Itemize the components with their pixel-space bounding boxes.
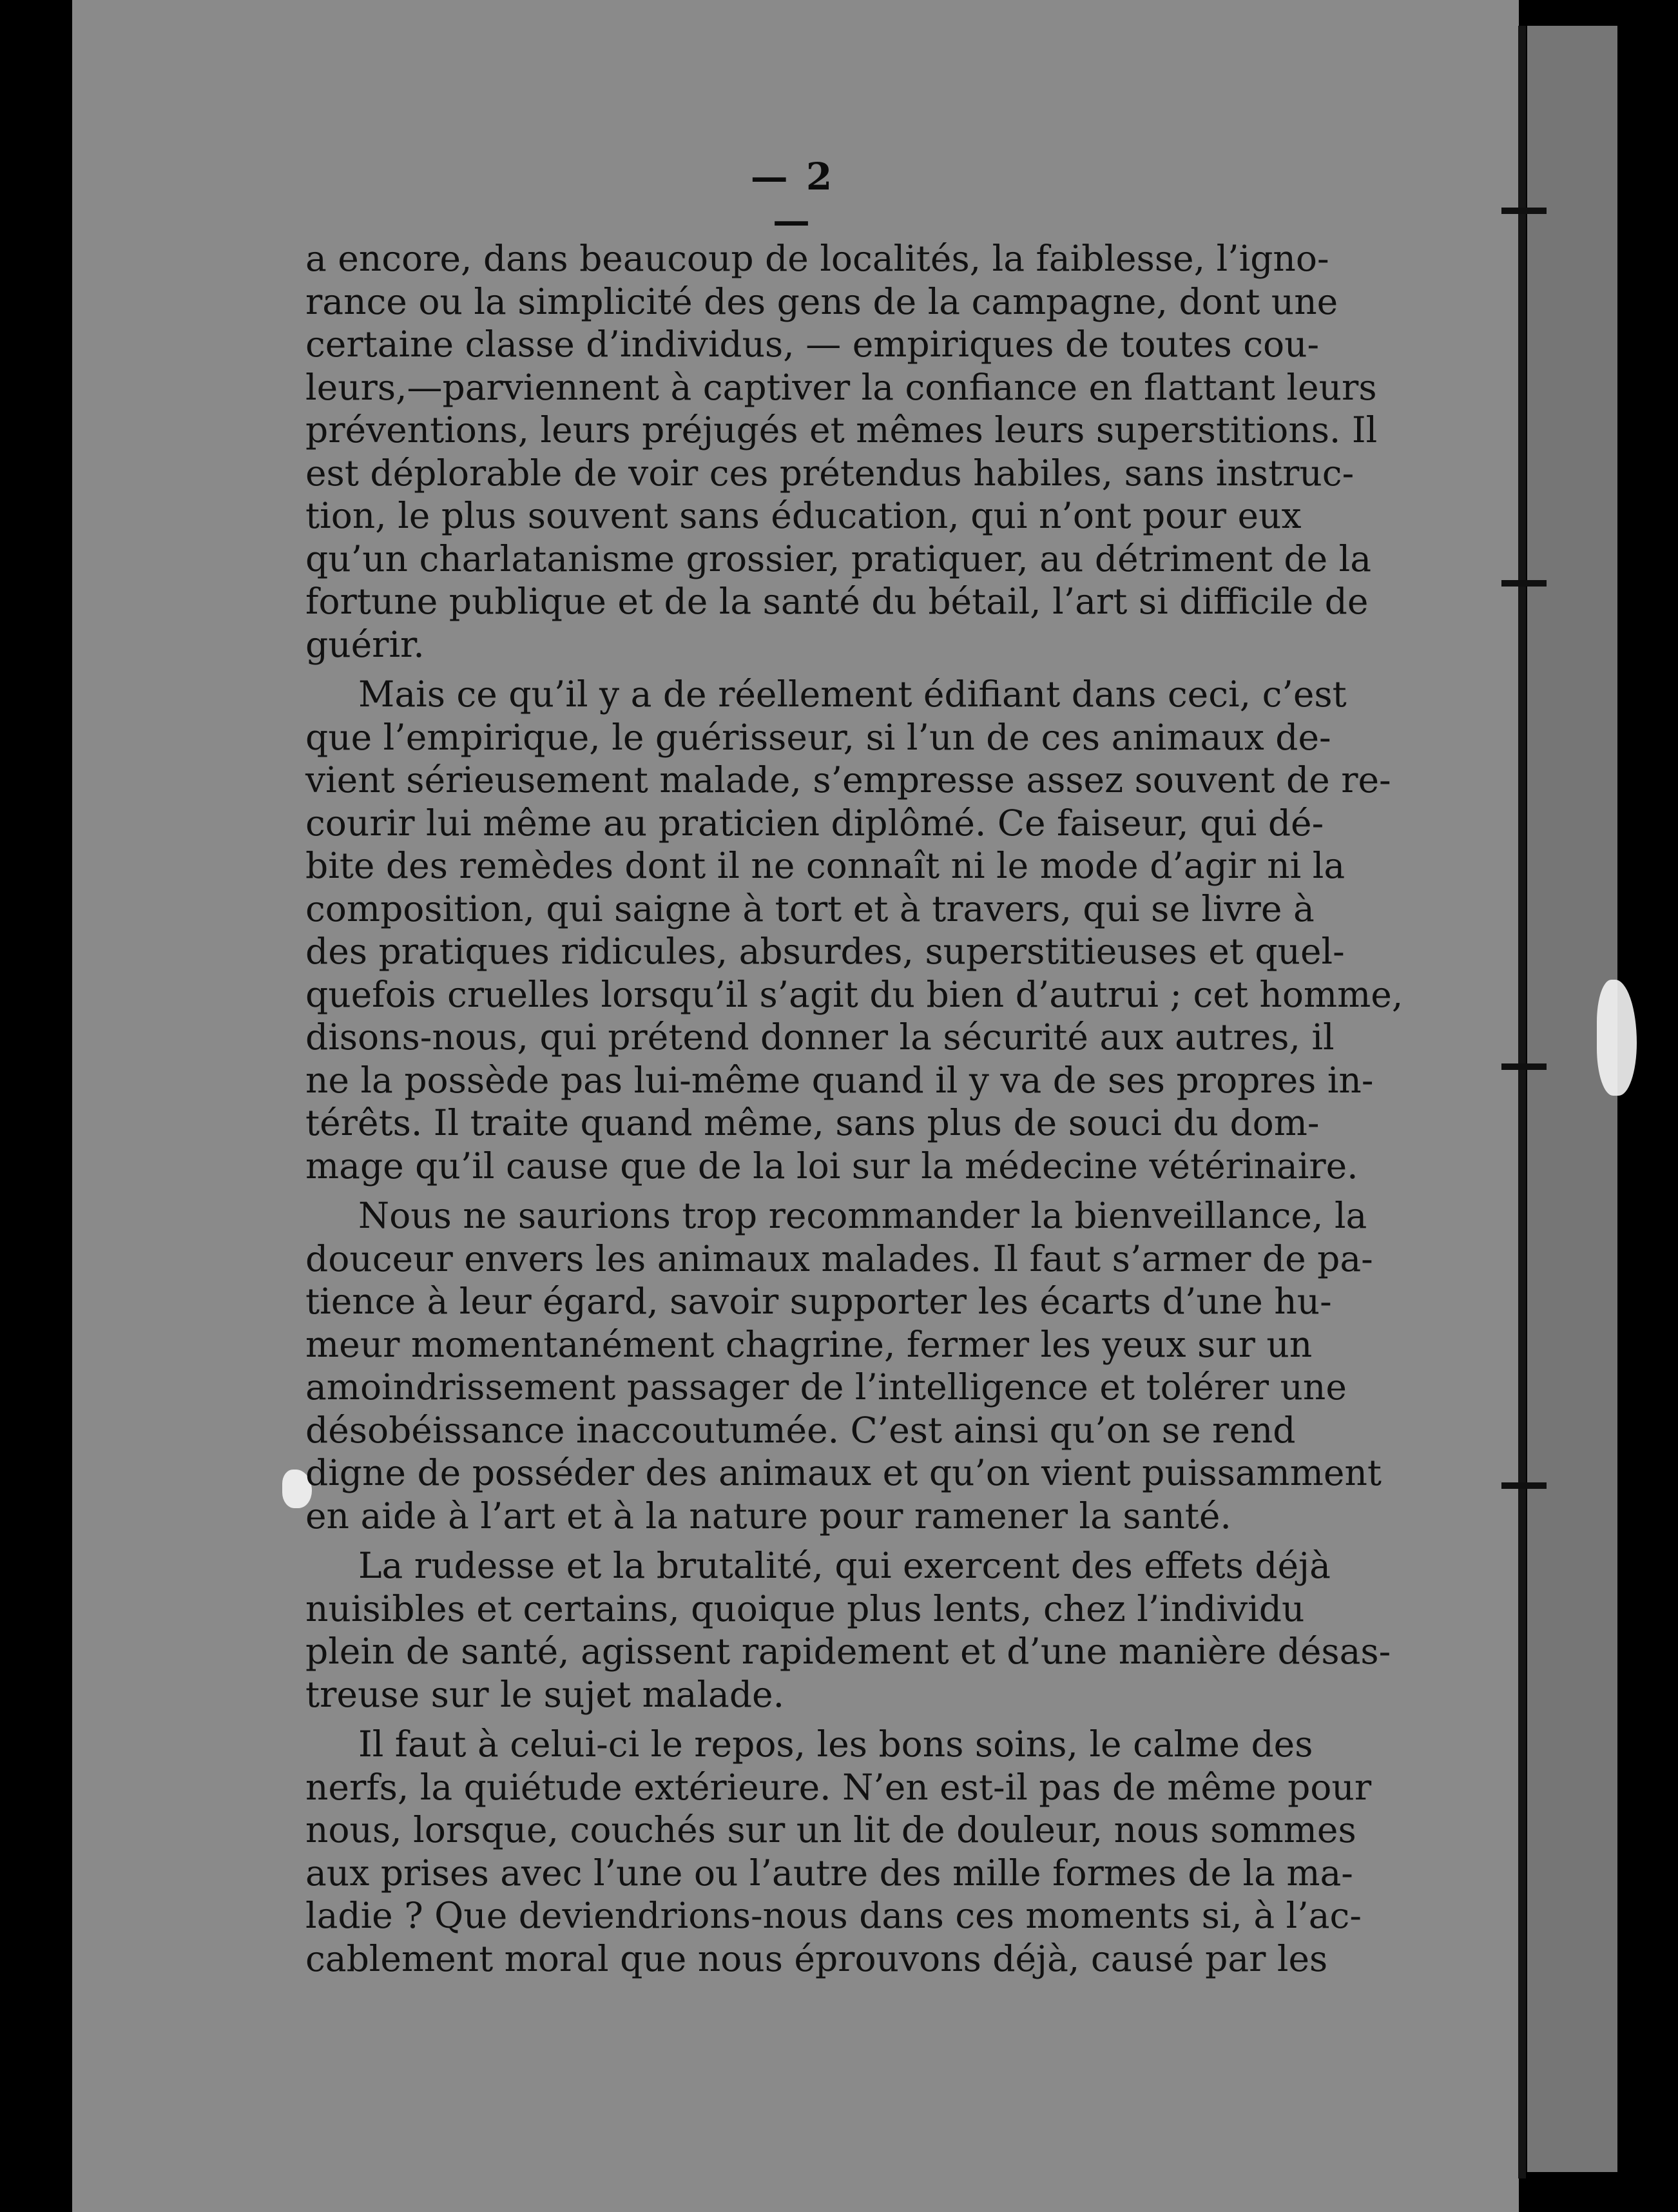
binding-stitch <box>1501 1482 1547 1489</box>
text-line: Il faut à celui-ci le repos, les bons soins, le calme des <box>358 1723 1313 1765</box>
text-line: bite des remèdes dont il ne connaît ni le mode d’agir ni la <box>305 845 1345 886</box>
text-line: vient sérieusement malade, s’empresse assez souvent de re- <box>305 759 1391 800</box>
binding-stitch <box>1501 208 1547 214</box>
text-line: aux prises avec l’une ou l’autre des mille formes de la ma- <box>305 1852 1353 1894</box>
binding-stitch <box>1501 580 1547 587</box>
text-line: ladie ? Que deviendrions-nous dans ces moments si, à l’ac- <box>305 1895 1362 1936</box>
binding-spine <box>1518 26 1526 2178</box>
paragraph <box>305 673 1403 1187</box>
text-line: ne la possède pas lui-même quand il y va de ses propres in- <box>305 1059 1374 1101</box>
text-line: tion, le plus souvent sans éducation, qui n’ont pour eux <box>305 495 1302 536</box>
paragraph <box>305 1544 1391 1716</box>
text-line: plein de santé, agissent rapidement et d’une manière désas- <box>305 1631 1391 1672</box>
text-line: guérir. <box>305 623 425 665</box>
text-line: des pratiques ridicules, absurdes, superstitieuses et quel- <box>305 931 1345 972</box>
page-number: — 2 — <box>750 155 835 242</box>
paragraph-gap <box>305 1716 1291 1723</box>
text-line: mage qu’il cause que de la loi sur la médecine vétérinaire. <box>305 1145 1358 1187</box>
text-line: composition, qui saigne à tort et à travers, qui se livre à <box>305 888 1315 929</box>
body-text <box>305 237 1403 1980</box>
text-line: térêts. Il traite quand même, sans plus de souci du dom- <box>305 1102 1320 1143</box>
page-edge-shadow <box>1527 26 1617 2172</box>
text-line: est déplorable de voir ces prétendus habiles, sans instruc- <box>305 452 1355 494</box>
binding-stitch <box>1501 1063 1547 1070</box>
text-line: amoindrissement passager de l’intelligence et tolérer une <box>305 1366 1347 1408</box>
text-line: que l’empirique, le guérisseur, si l’un de ces animaux de- <box>305 716 1331 758</box>
paragraph-gap <box>305 666 1291 673</box>
text-line: cablement moral que nous éprouvons déjà, causé par les <box>305 1937 1328 1979</box>
text-line: nous, lorsque, couchés sur un lit de douleur, nous sommes <box>305 1809 1356 1850</box>
text-line: Mais ce qu’il y a de réellement édifiant dans ceci, c’est <box>358 674 1347 715</box>
text-line: treuse sur le sujet malade. <box>305 1673 785 1715</box>
text-line: rance ou la simplicité des gens de la campagne, dont une <box>305 280 1338 322</box>
paragraph <box>305 1194 1382 1537</box>
text-line: courir lui même au praticien diplômé. Ce faiseur, qui dé- <box>305 802 1324 844</box>
text-line: tience à leur égard, savoir supporter les écarts d’une hu- <box>305 1281 1332 1322</box>
paragraph-gap <box>305 1537 1291 1544</box>
text-line: La rudesse et la brutalité, qui exercent des effets déjà <box>358 1545 1331 1586</box>
text-line: qu’un charlatanisme grossier, pratiquer, au détriment de la <box>305 538 1372 579</box>
text-line: certaine classe d’individus, — empiriques de toutes cou- <box>305 324 1320 365</box>
text-line: quefois cruelles lorsqu’il s’agit du bien d’autrui ; cet homme, <box>305 973 1403 1015</box>
text-line: meur momentanément chagrine, fermer les yeux sur un <box>305 1323 1313 1365</box>
text-line: disons-nous, qui prétend donner la sécurité aux autres, il <box>305 1016 1335 1058</box>
text-line: nuisibles et certains, quoique plus lents, chez l’individu <box>305 1587 1305 1629</box>
text-line: douceur envers les animaux malades. Il faut s’armer de pa- <box>305 1237 1373 1279</box>
text-line: leurs,—parviennent à captiver la confiance en flattant leurs <box>305 366 1377 408</box>
text-line: nerfs, la quiétude extérieure. N’en est-il pas de même pour <box>305 1766 1372 1808</box>
text-line: Nous ne saurions trop recommander la bienveillance, la <box>358 1195 1367 1236</box>
paragraph <box>305 1723 1372 1980</box>
text-line: digne de posséder des animaux et qu’on vient puissamment <box>305 1452 1382 1493</box>
paragraph-gap <box>305 1187 1291 1194</box>
paper-damage-mark <box>1597 980 1637 1096</box>
text-line: désobéissance inaccoutumée. C’est ainsi qu’on se rend <box>305 1409 1296 1451</box>
text-line: a encore, dans beaucoup de localités, la faiblesse, l’igno- <box>305 238 1329 279</box>
paragraph <box>305 237 1378 666</box>
text-line: préventions, leurs préjugés et mêmes leurs superstitions. Il <box>305 409 1378 451</box>
text-line: fortune publique et de la santé du bétail, l’art si difficile de <box>305 581 1369 622</box>
text-line: en aide à l’art et à la nature pour ramener la santé. <box>305 1495 1231 1537</box>
